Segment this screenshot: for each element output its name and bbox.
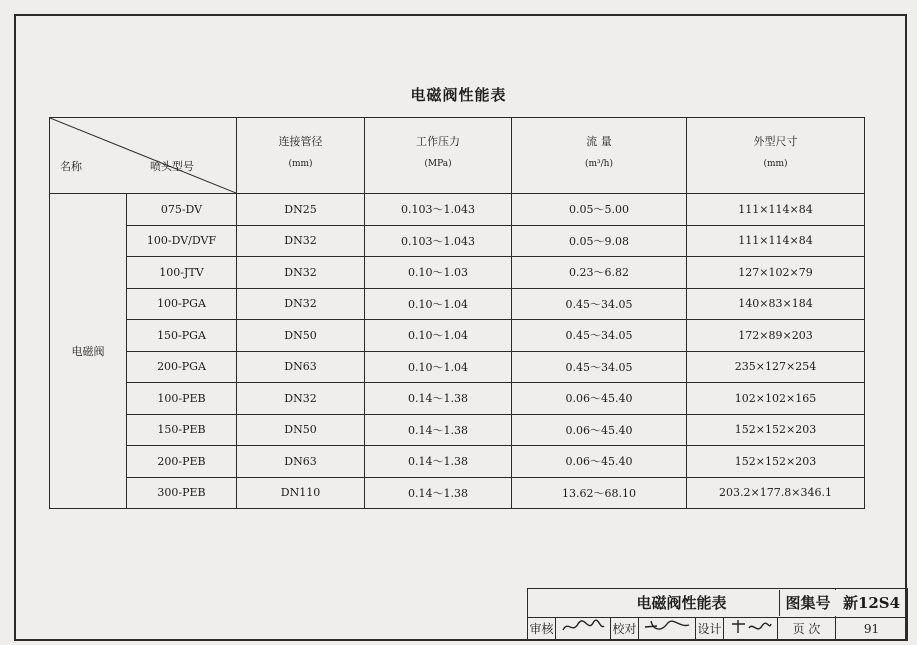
cell-pipe: DN63: [237, 351, 365, 383]
title-block-check-label: 校对: [611, 617, 639, 640]
table-row: [50, 351, 865, 383]
cell-pipe: DN32: [237, 225, 365, 257]
cell-flow: 0.23～6.82: [512, 257, 687, 289]
cell-model: 100-PEB: [127, 383, 237, 415]
cell-model: 150-PEB: [127, 414, 237, 446]
cell-size: 111×114×84: [687, 225, 865, 257]
header-pressure: 工作压力 (MPa): [365, 118, 512, 194]
cell-pressure: 0.14～1.38: [365, 477, 512, 509]
cell-pressure: 0.14～1.38: [365, 414, 512, 446]
cell-pressure: 0.14～1.38: [365, 446, 512, 478]
title-block: [527, 588, 908, 641]
table-row: [50, 446, 865, 478]
table-row: [50, 257, 865, 289]
review-signature: [556, 617, 611, 640]
cell-pipe: DN110: [237, 477, 365, 509]
cell-pressure: 0.103～1.043: [365, 194, 512, 226]
check-signature: [639, 617, 696, 640]
category-cell: 电磁阀: [50, 194, 127, 509]
cell-pressure: 0.10～1.04: [365, 351, 512, 383]
diagonal-divider: [50, 118, 236, 193]
cell-flow: 0.05～9.08: [512, 225, 687, 257]
cell-model: 100-PGA: [127, 288, 237, 320]
cell-size: 140×83×184: [687, 288, 865, 320]
table-row: [50, 414, 865, 446]
title-block-design-label: 设计: [696, 617, 724, 640]
cell-pipe: DN32: [237, 288, 365, 320]
cell-model: 075-DV: [127, 194, 237, 226]
design-signature: [724, 617, 778, 640]
title-block-review-label: 审核: [528, 617, 556, 640]
cell-model: 200-PGA: [127, 351, 237, 383]
cell-pipe: DN50: [237, 320, 365, 352]
cell-pressure: 0.103～1.043: [365, 225, 512, 257]
table-title: 电磁阀性能表: [410, 86, 507, 104]
header-model: 喷头型号: [150, 160, 194, 173]
cell-pipe: DN32: [237, 383, 365, 415]
cell-pressure: 0.10～1.03: [365, 257, 512, 289]
title-block-page-label: 页 次: [778, 617, 836, 640]
cell-model: 100-JTV: [127, 257, 237, 289]
cell-size: 152×152×203: [687, 414, 865, 446]
table-row: [50, 225, 865, 257]
cell-size: 152×152×203: [687, 446, 865, 478]
cell-size: 172×89×203: [687, 320, 865, 352]
cell-size: 127×102×79: [687, 257, 865, 289]
cell-model: 200-PEB: [127, 446, 237, 478]
cell-pipe: DN25: [237, 194, 365, 226]
cell-model: 150-PGA: [127, 320, 237, 352]
header-name: 名称: [60, 160, 82, 173]
cell-pressure: 0.10～1.04: [365, 320, 512, 352]
cell-flow: 13.62～68.10: [512, 477, 687, 509]
cell-size: 235×127×254: [687, 351, 865, 383]
cell-flow: 0.06～45.40: [512, 383, 687, 415]
title-block-page-no: 91: [836, 617, 908, 640]
title-block-drawing-title: 电磁阀性能表: [528, 589, 836, 618]
table-row: [50, 383, 865, 415]
cell-flow: 0.06～45.40: [512, 414, 687, 446]
cell-flow: 0.05～5.00: [512, 194, 687, 226]
cell-size: 102×102×165: [687, 383, 865, 415]
cell-pipe: DN63: [237, 446, 365, 478]
cell-pressure: 0.10～1.04: [365, 288, 512, 320]
cell-pressure: 0.14～1.38: [365, 383, 512, 415]
title-block-atlas-label: 图集号: [779, 590, 836, 616]
header-name-model: [50, 118, 237, 194]
header-flow: 流 量 (m³/h): [512, 118, 687, 194]
cell-flow: 0.45～34.05: [512, 320, 687, 352]
cell-model: 100-DV/DVF: [127, 225, 237, 257]
cell-size: 111×114×84: [687, 194, 865, 226]
table-row: [50, 320, 865, 352]
table-row: [50, 477, 865, 509]
cell-size: 203.2×177.8×346.1: [687, 477, 865, 509]
table-row: [50, 288, 865, 320]
cell-flow: 0.45～34.05: [512, 288, 687, 320]
cell-pipe: DN50: [237, 414, 365, 446]
performance-table: [49, 117, 865, 509]
cell-pipe: DN32: [237, 257, 365, 289]
title-block-atlas-no: 新12S4: [836, 589, 908, 618]
table-row: [50, 194, 865, 226]
cell-flow: 0.45～34.05: [512, 351, 687, 383]
table-header-row: [50, 118, 865, 194]
cell-flow: 0.06～45.40: [512, 446, 687, 478]
header-pipe: 连接管径 (mm): [237, 118, 365, 194]
cell-model: 300-PEB: [127, 477, 237, 509]
header-size: 外型尺寸 (mm): [687, 118, 865, 194]
